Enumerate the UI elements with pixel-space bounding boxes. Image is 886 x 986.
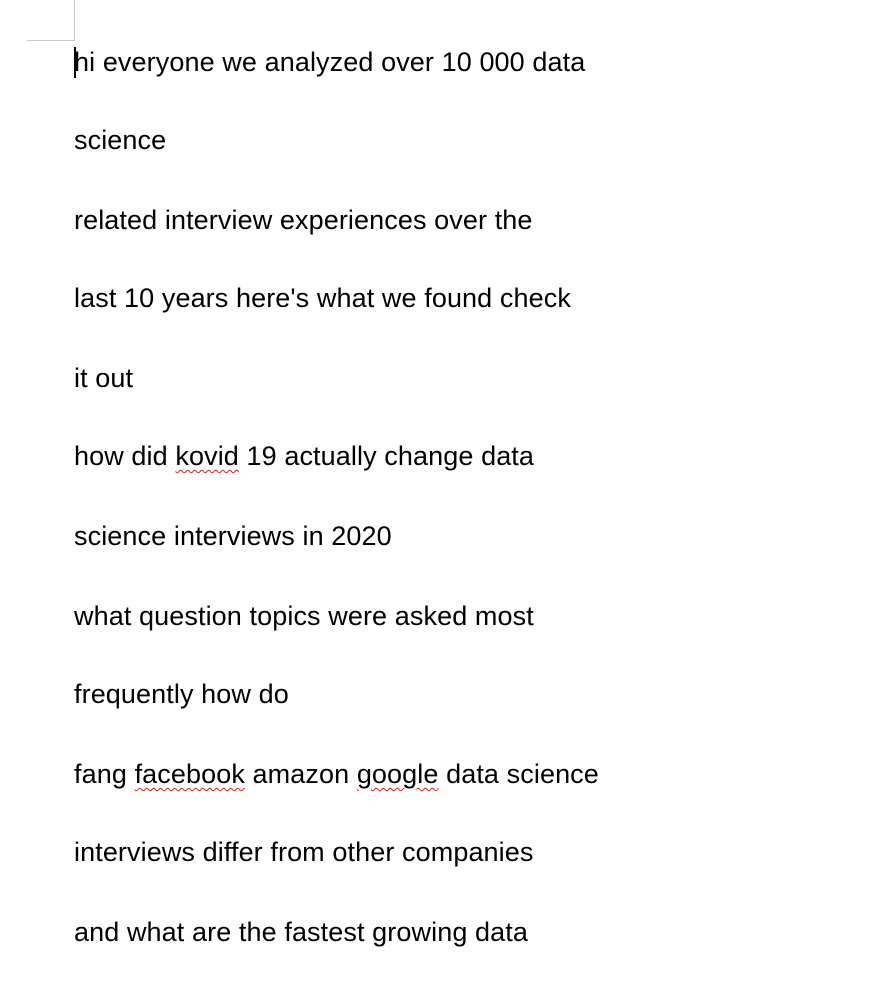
- text-line[interactable]: last 10 years here's what we found check: [74, 283, 571, 313]
- misspelled-word[interactable]: google: [356, 759, 439, 789]
- text-line[interactable]: [74, 758, 599, 790]
- text-line[interactable]: and what are the fastest growing data: [74, 917, 528, 947]
- misspelled-word[interactable]: facebook: [134, 759, 245, 789]
- text-segment: amazon: [244, 759, 357, 789]
- text-line[interactable]: what question topics were asked most: [74, 601, 534, 631]
- text-line[interactable]: science: [74, 125, 167, 155]
- text-line[interactable]: frequently how do: [74, 679, 289, 709]
- text-line[interactable]: it out: [74, 363, 134, 393]
- margin-corner-mark: [74, 0, 75, 41]
- text-line[interactable]: [74, 440, 534, 472]
- text-line[interactable]: science interviews in 2020: [74, 521, 392, 551]
- text-segment: how did: [74, 441, 176, 471]
- text-line[interactable]: related interview experiences over the: [74, 205, 533, 235]
- margin-corner-mark: [27, 40, 74, 41]
- text-line[interactable]: hi everyone we analyzed over 10 000 data: [74, 47, 586, 77]
- text-segment: fang: [74, 759, 135, 789]
- text-line[interactable]: interviews differ from other companies: [74, 837, 534, 867]
- misspelled-word[interactable]: kovid: [175, 441, 239, 471]
- text-segment: data science: [438, 759, 599, 789]
- text-segment: 19 actually change data: [238, 441, 535, 471]
